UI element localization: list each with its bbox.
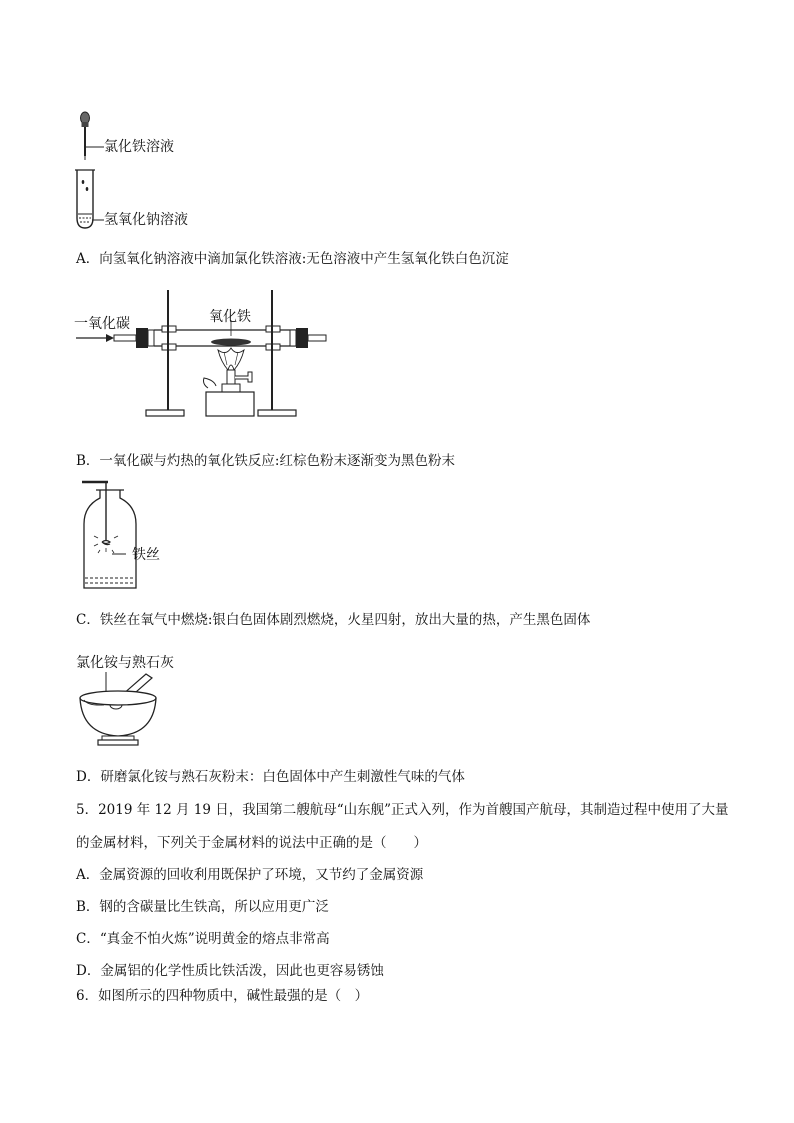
q5-option-b: B．钢的含碳量比生铁高，所以应用更广泛 — [76, 899, 329, 915]
q4-option-c: C．铁丝在氧气中燃烧:银白色固体剧烈燃烧，火星四射，放出大量的热，产生黑色固体 — [76, 612, 591, 628]
q5-stem-line1: 5．2019 年 12 月 19 日，我国第二艘航母“山东舰”正式入列，作为首艘国产航母，其制造过程中使用了大量 — [76, 802, 729, 818]
mortar-label: 氯化铵与熟石灰 — [76, 655, 174, 671]
co-gas-label: 一氧化碳 — [74, 316, 130, 332]
dropper-label: 氯化铁溶液 — [104, 139, 174, 155]
q5-option-a: A．金属资源的回收利用既保护了环境，又节约了金属资源 — [76, 867, 424, 883]
q5-stem-line2: 的金属材料，下列关于金属材料的说法中正确的是（ ） — [76, 835, 427, 851]
q6-stem: 6．如图所示的四种物质中，碱性最强的是（ ） — [76, 988, 369, 1004]
co-apparatus-drawing — [76, 290, 336, 420]
mortar-pestle-drawing — [78, 672, 168, 752]
tube-label: 氢氧化钠溶液 — [104, 212, 188, 228]
q4-option-b: B．一氧化碳与灼热的氧化铁反应:红棕色粉末逐渐变为黑色粉末 — [76, 453, 455, 469]
q4-option-d: D．研磨氯化铵与熟石灰粉末：白色固体中产生刺激性气味的气体 — [76, 769, 465, 785]
iron-oxide-label: 氧化铁 — [209, 309, 251, 325]
oxygen-bottle-drawing — [78, 478, 158, 596]
q5-option-d: D．金属铝的化学性质比铁活泼，因此也更容易锈蚀 — [76, 963, 384, 979]
iron-wire-label: 铁丝 — [132, 547, 160, 563]
q4-option-a: A．向氢氧化钠溶液中滴加氯化铁溶液:无色溶液中产生氢氧化铁白色沉淀 — [76, 251, 509, 267]
q5-option-c: C．“真金不怕火炼”说明黄金的熔点非常高 — [76, 931, 330, 947]
